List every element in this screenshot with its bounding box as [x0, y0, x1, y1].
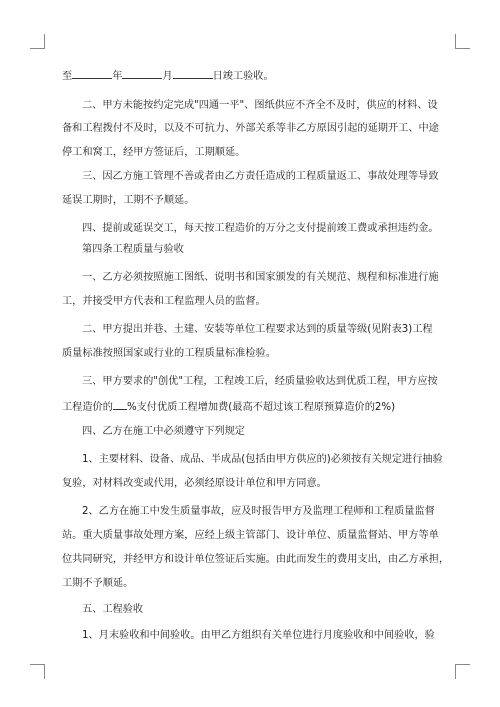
quality-item-2-line-1: 二、甲方提出并巷、土建、安装等单位工程要求达到的质量等级(见附表3)工程: [82, 324, 433, 335]
section-heading-acceptance: 五、工程验收: [82, 604, 144, 615]
month-blank: [122, 68, 162, 79]
clause-3-line-1: 三、因乙方施工管理不善或者由乙方责任造成的工程质量返工、事故处理等导致: [82, 171, 439, 182]
rule-2-line-4: 工期不予顺延。: [62, 578, 134, 589]
crop-mark-bottom-left: [30, 664, 45, 679]
crop-mark-bottom-right: [455, 664, 470, 679]
month-label: 月: [162, 71, 173, 82]
year-label: 年: [112, 71, 123, 82]
crop-mark-top-right: [455, 34, 470, 49]
rule-2-line-1: 2、乙方在施工中发生质量事故，应及时报告甲方及监理工程师和工程质量监督: [82, 506, 435, 517]
rule-2-line-3: 位共同研究，并经甲方和设计单位签证后实施。由此而发生的费用支出，由乙方承担，: [62, 554, 450, 565]
clause-2-line-3: 停工和窝工，经甲方签证后，工期顺延。: [62, 147, 246, 158]
quality-item-4-heading: 四、乙方在施工中必须遵守下列规定: [82, 426, 245, 437]
rule-1-line-2: 复验，对材料改变或代用，必须经原设计单位和甲方同意。: [62, 478, 327, 489]
quality-item-1-line-1: 一、乙方必须按照施工图纸、说明书和国家颁发的有关规范、规程和标准进行施: [82, 272, 439, 283]
quality-item-3-line-1: 三、甲方要求的"创优"工程，工程竣工后，经质量验收达到优质工程，甲方应按: [82, 376, 438, 387]
day-blank: [173, 68, 213, 79]
rule-1-line-1: 1、主要材料、设备、成品、半成品(包括由甲方供应的)必须按有关规定进行抽验: [82, 454, 443, 465]
rule-2-line-2: 站。重大质量事故处理方案，应经上级主管部门、设计单位、质量监督站、甲方等单: [62, 530, 439, 541]
quality-item-2-line-2: 质量标准按照国家或行业的工程质量标准检验。: [62, 348, 276, 359]
day-label: 日竣工验收。: [212, 71, 274, 82]
section-heading-quality: 第四条工程质量与验收: [82, 244, 184, 255]
clause-2-line-1: 二、甲方未能按约定完成"四通一平"、图纸供应不齐全不及时，供应的材料、设: [82, 100, 438, 111]
crop-mark-top-left: [30, 34, 45, 49]
bonus-percent-blank: [113, 399, 127, 410]
completion-date-line: [62, 68, 274, 84]
year-blank: [72, 68, 112, 79]
quality-item-1-line-2: 工，并接受甲方代表和工程监理人员的监督。: [62, 296, 266, 307]
bonus-prefix: 工程造价的: [62, 402, 113, 413]
clause-3-line-2: 延误工期时，工期不予顺延。: [62, 195, 195, 206]
bonus-suffix: %支付优质工程增加费(最高不超过该工程原预算造价的2%): [126, 402, 396, 413]
clause-4-line-1: 四、提前或延误交工，每天按工程造价的万分之支付提前竣工费或承担违约金。: [82, 223, 439, 234]
quality-item-3-line-2: [62, 399, 395, 415]
date-prefix: 至: [62, 71, 73, 82]
clause-2-line-2: 备和工程拨付不及时，以及不可抗力、外部关系等非乙方原因引起的延期开工、中途: [62, 123, 439, 134]
acceptance-item-1-line-1: 1、月末验收和中间验收。由甲乙方组织有关单位进行月度验收和中间验收，验: [82, 630, 435, 641]
